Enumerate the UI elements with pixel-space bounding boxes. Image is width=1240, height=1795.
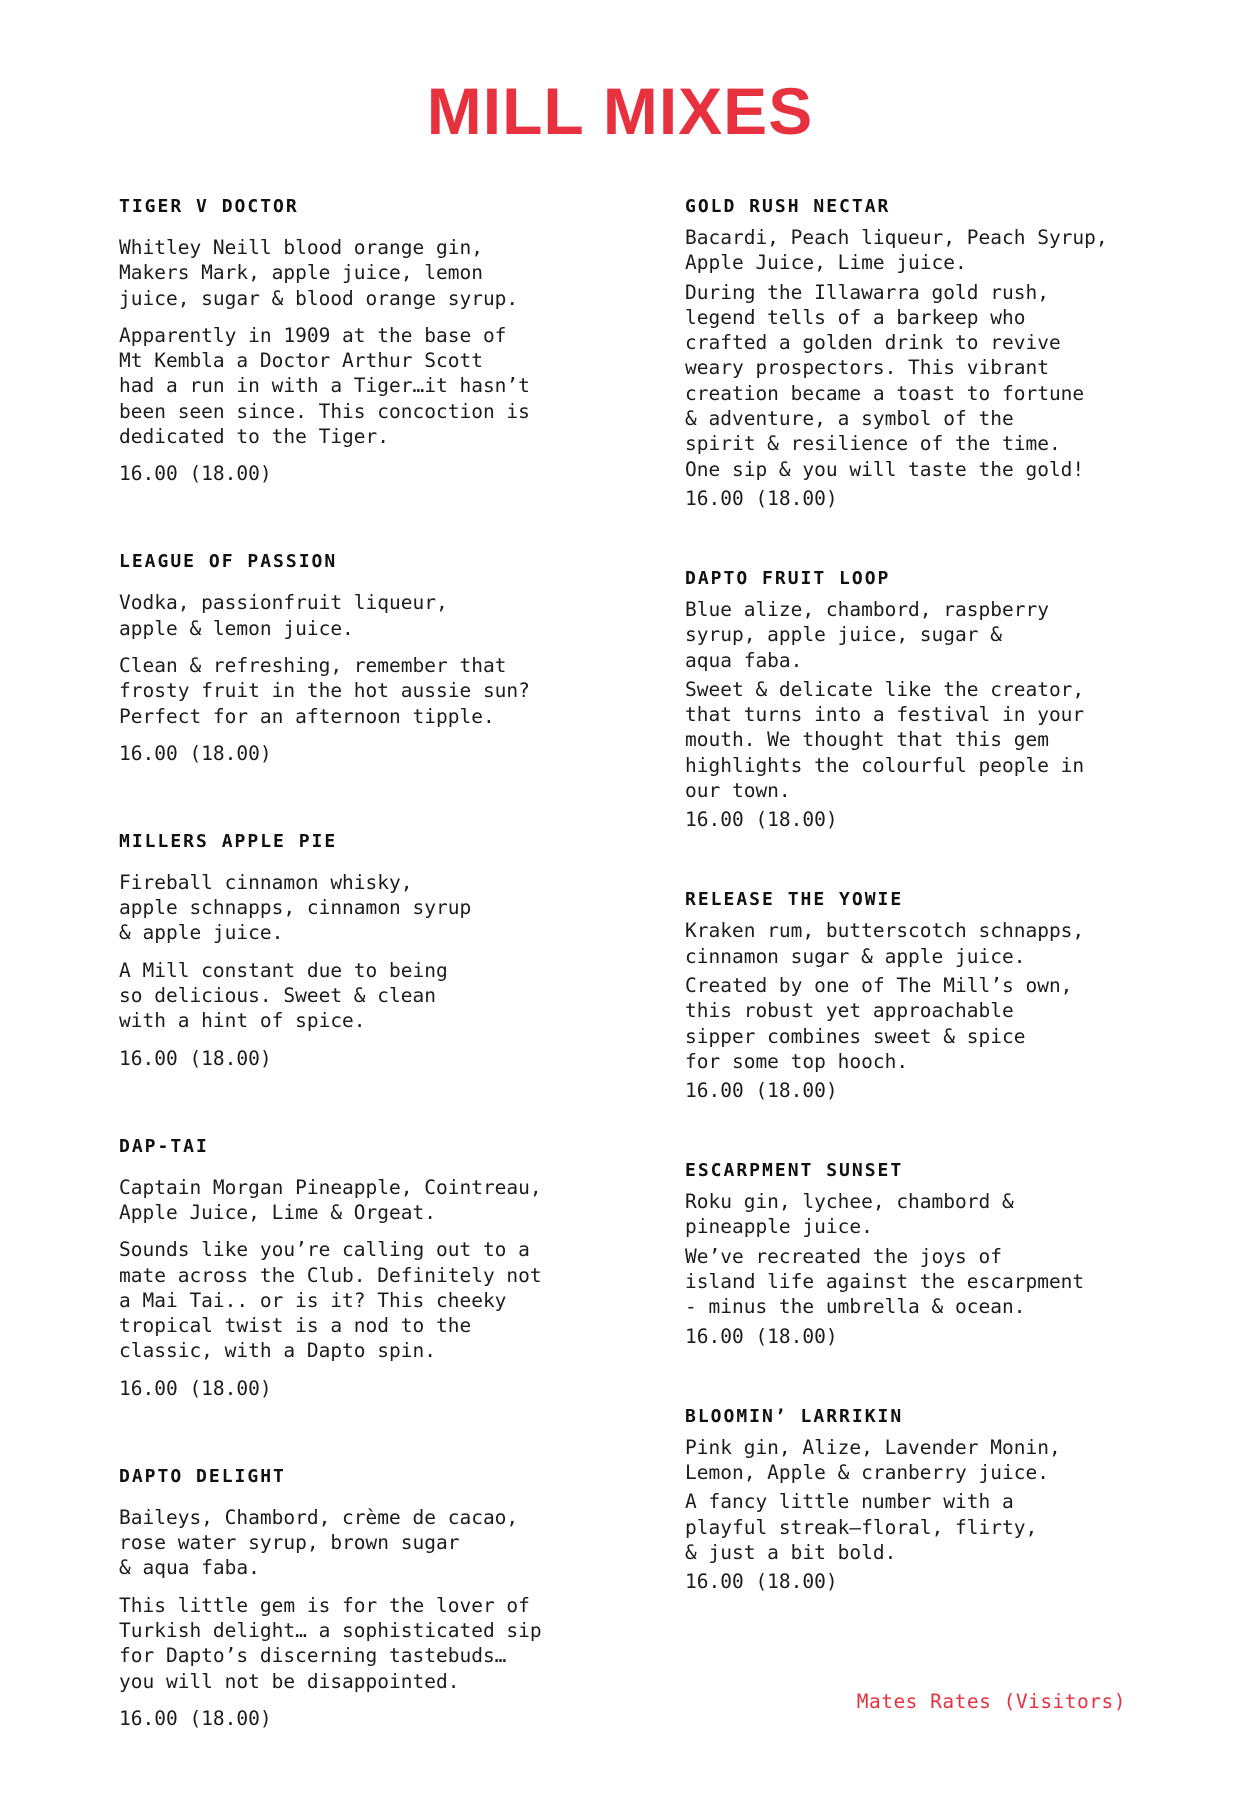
drink-price: 16.00 (18.00) — [685, 1570, 838, 1594]
drink-item — [685, 195, 1155, 511]
drink-ingredients: Fireball cinnamon whisky, apple schnapps, cinnamon syrup & apple juice. — [119, 870, 472, 945]
drink-item — [685, 888, 1155, 1103]
drink-name: DAPTO FRUIT LOOP — [685, 567, 891, 589]
drink-item — [119, 550, 589, 765]
drink-ingredients: Vodka, passionfruit liqueur, apple & lemon juice. — [119, 591, 448, 640]
drink-description: Clean & refreshing, remember that frosty fruit in the hot aussie sun? Perfect for an afternoon tipple. — [119, 653, 530, 728]
drink-price: 16.00 (18.00) — [119, 741, 272, 765]
menu-title: MILL MIXES — [426, 74, 814, 148]
drink-description: Apparently in 1909 at the base of Mt Kembla a Doctor Arthur Scott had a run in with a Tiger…it hasn’t been seen since. This concoction is dedicated to the Tiger. — [119, 323, 530, 449]
menu-column-left — [119, 195, 589, 1795]
drink-description: Sweet & delicate like the creator, that turns into a festival in your mouth. We thought that this gem highlights the colourful people in our town. — [685, 677, 1085, 803]
drink-price: 16.00 (18.00) — [685, 1079, 838, 1103]
drink-description: This little gem is for the lover of Turkish delight… a sophisticated sip for Dapto’s discerning tastebuds… you will not be disappointed. — [119, 1593, 542, 1693]
drink-price: 16.00 (18.00) — [119, 1376, 272, 1400]
drink-description: During the Illawarra gold rush, legend tells of a barkeep who crafted a golden drink to revive weary prospectors. This vibrant creation became a toast to fortune & adventure, a symbol of the spirit & resilience of the time. One sip & you will taste the gold! — [685, 280, 1085, 481]
drink-ingredients: Kraken rum, butterscotch schnapps, cinnamon sugar & apple juice. — [685, 919, 1085, 968]
drink-item — [685, 1159, 1155, 1348]
drink-item — [119, 195, 589, 486]
menu-column-right — [685, 195, 1155, 1650]
drink-description: A Mill constant due to being so delicious. Sweet & clean with a hint of spice. — [119, 958, 448, 1033]
drink-item — [685, 1405, 1155, 1594]
drink-ingredients: Blue alize, chambord, raspberry syrup, apple juice, sugar & aqua faba. — [685, 597, 1049, 672]
drink-item — [119, 1465, 589, 1731]
drink-item — [685, 567, 1155, 832]
drink-ingredients: Bacardi, Peach liqueur, Peach Syrup, Apple Juice, Lime juice. — [685, 226, 1108, 275]
drink-name: TIGER V DOCTOR — [119, 196, 299, 217]
drink-description: A fancy little number with a playful streak—floral, flirty, & just a bit bold. — [685, 1490, 1038, 1564]
drink-price: 16.00 (18.00) — [119, 462, 272, 486]
drink-price: 16.00 (18.00) — [119, 1706, 272, 1730]
drink-ingredients: Captain Morgan Pineapple, Cointreau, Apple Juice, Lime & Orgeat. — [119, 1175, 542, 1224]
drink-description: We’ve recreated the joys of island life against the escarpment - minus the umbrella & ocean. — [685, 1244, 1085, 1319]
drink-name: ESCARPMENT SUNSET — [685, 1160, 904, 1182]
drink-price: 16.00 (18.00) — [119, 1046, 272, 1070]
drink-name: MILLERS APPLE PIE — [119, 830, 338, 852]
drink-price: 16.00 (18.00) — [685, 1324, 838, 1348]
drink-price: 16.00 (18.00) — [685, 808, 838, 832]
drink-name: RELEASE THE YOWIE — [685, 889, 904, 911]
drink-name: BLOOMIN’ LARRIKIN — [685, 1405, 904, 1427]
drink-ingredients: Whitley Neill blood orange gin, Makers Mark, apple juice, lemon juice, sugar & blood orange syrup. — [119, 236, 519, 310]
drink-name: GOLD RUSH NECTAR — [685, 196, 891, 217]
drink-item — [119, 1135, 589, 1401]
drink-item — [119, 830, 589, 1071]
drink-description: Sounds like you’re calling out to a mate across the Club. Definitely not a Mai Tai.. or is it? This cheeky tropical twist is a nod to the classic, with a Dapto spin. — [119, 1238, 542, 1363]
drink-name: DAP-TAI — [119, 1135, 209, 1157]
drink-name: LEAGUE OF PASSION — [119, 551, 338, 573]
drink-name: DAPTO DELIGHT — [119, 1465, 286, 1487]
drink-price: 16.00 (18.00) — [685, 486, 838, 510]
drink-description: Created by one of The Mill’s own, this robust yet approachable sipper combines sweet & spice for some top hooch. — [685, 973, 1073, 1073]
mates-rates-note: Mates Rates (Visitors) — [856, 1690, 1126, 1713]
drink-ingredients: Baileys, Chambord, crème de cacao, rose water syrup, brown sugar & aqua faba. — [119, 1505, 519, 1580]
drink-ingredients: Pink gin, Alize, Lavender Monin, Lemon, Apple & cranberry juice. — [685, 1435, 1061, 1484]
drink-ingredients: Roku gin, lychee, chambord & pineapple juice. — [685, 1190, 1014, 1239]
